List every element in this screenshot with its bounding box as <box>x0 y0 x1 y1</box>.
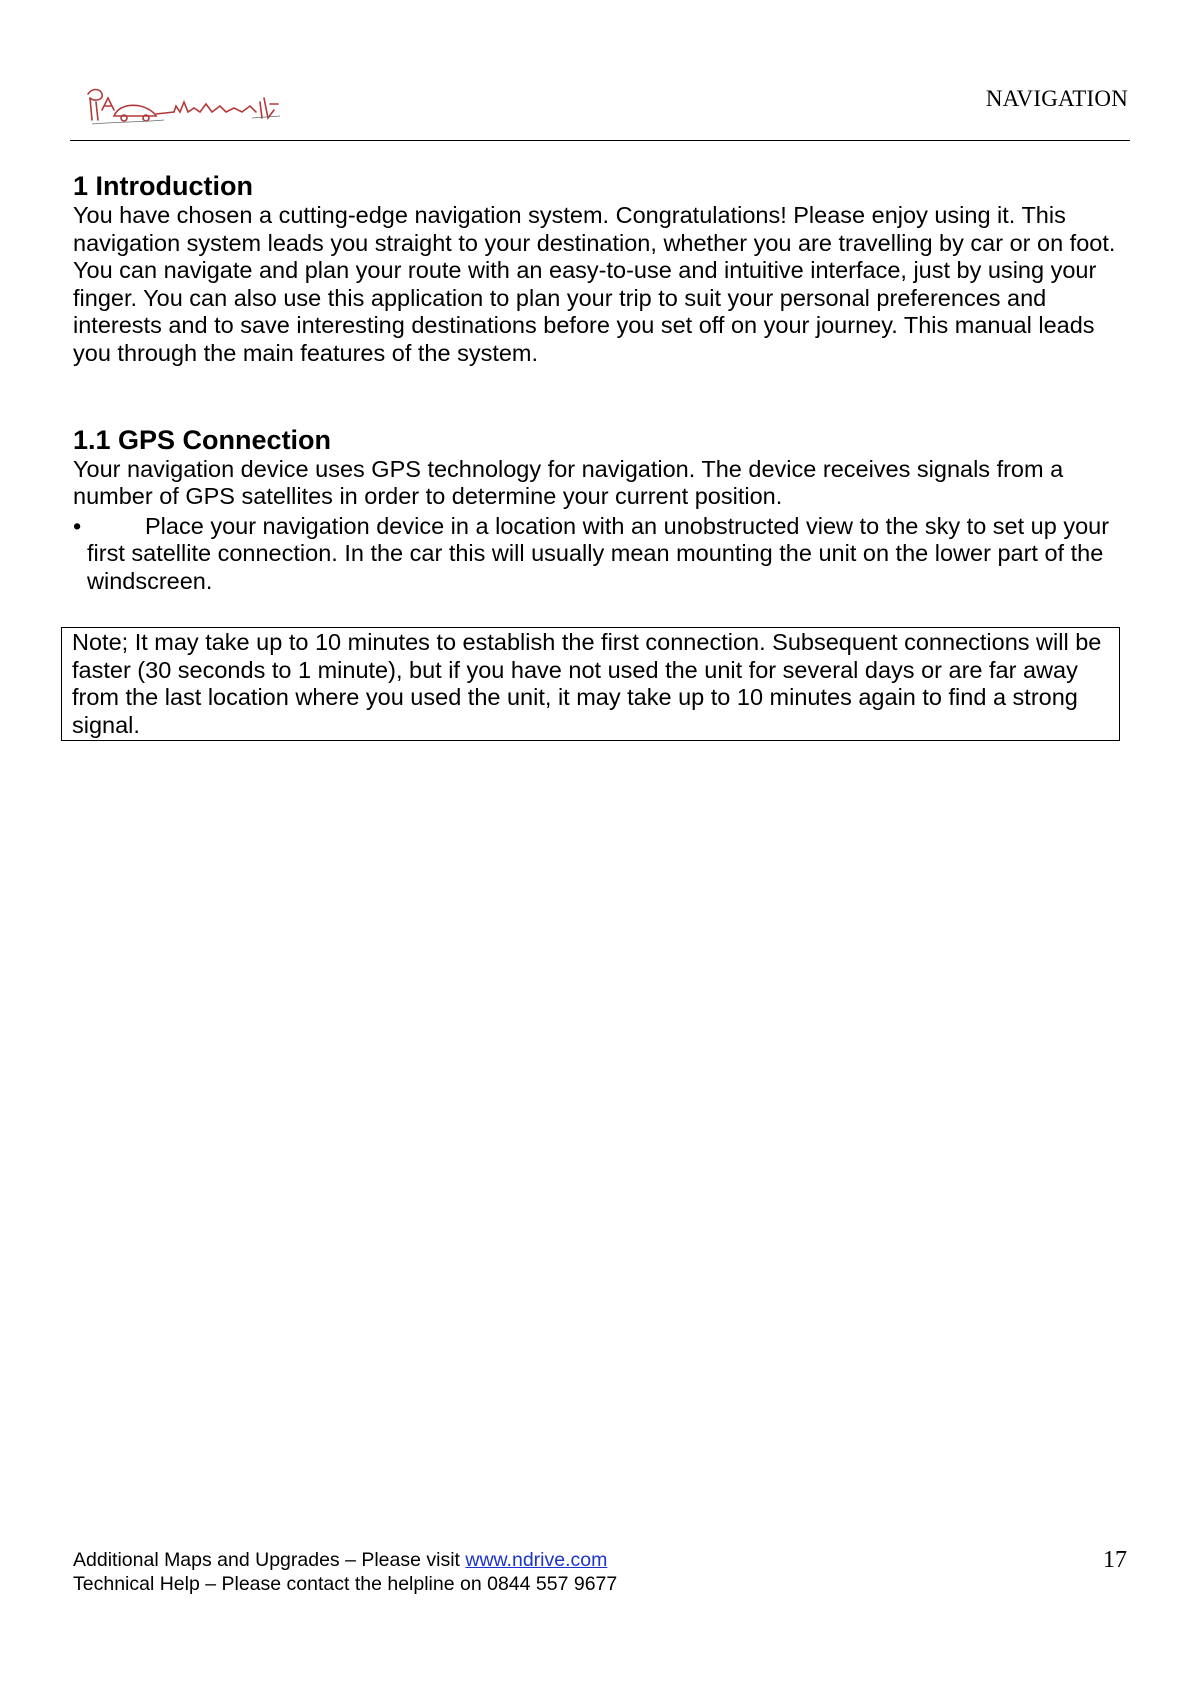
section-introduction <box>73 170 1135 368</box>
bullet-icon: • <box>73 512 82 539</box>
section-gps-connection <box>73 424 1135 596</box>
car-journey-logo-icon <box>84 84 294 130</box>
logo <box>84 84 294 130</box>
bullet-text: Place your navigation device in a location with an unobstructed view to the sky to set up your first satellite connection. In the car this will usually mean mounting the unit on the lower part of the windscreen. <box>87 512 1110 594</box>
ndrive-link[interactable]: www.ndrive.com <box>465 1549 608 1571</box>
section-heading-gps-connection: 1.1 GPS Connection <box>73 424 332 455</box>
footer-maps-text: Additional Maps and Upgrades – Please visit <box>73 1549 466 1571</box>
gps-paragraph: Your navigation device uses GPS technology for navigation. The device receives signals from a number of GPS satellites in order to determine your current position. <box>73 455 1064 510</box>
document-body <box>73 170 1135 596</box>
header-title: NAVIGATION <box>985 86 1128 111</box>
section-heading-introduction: 1 Introduction <box>73 171 253 201</box>
footer-help-line: Technical Help – Please contact the helpline on 0844 557 9677 <box>73 1573 618 1595</box>
introduction-paragraph: You have chosen a cutting-edge navigation system. Congratulations! Please enjoy using it. This navigation system leads you straight to your destination, whether you are travelling by car or on foot. You can navigate and plan your route with an easy-to-use and intuitive interface, just by using your finger. You can also use this application to plan your trip to suit your personal preferences and interests and to save interesting destinations before you set off on your journey. This manual leads you through the main features of the system. <box>73 202 1116 366</box>
footer <box>73 1548 617 1596</box>
footer-maps-line <box>73 1548 617 1572</box>
note-box: Note; It may take up to 10 minutes to establish the first connection. Subsequent connections will be faster (30 seconds to 1 minute), but if you have not used the unit for several days or are far away from the last location where you used the unit, it may take up to 10 minutes again to find a strong signal. <box>61 627 1120 741</box>
page-number: 17 <box>1103 1547 1127 1573</box>
list-item <box>73 513 1135 596</box>
header-divider <box>70 140 1130 141</box>
